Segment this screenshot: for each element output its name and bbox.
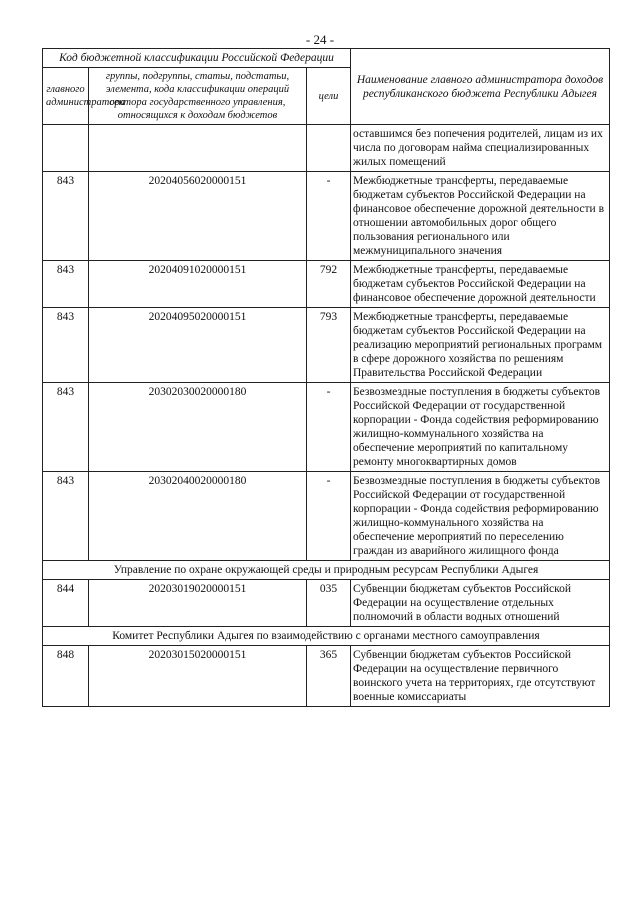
cell-code: 20302040020000180: [89, 472, 307, 561]
table-row: [43, 172, 610, 261]
cell-name: Межбюджетные трансферты, передаваемые бюджетам субъектов Российской Федерации на финансовое обеспечение дорожной деятельности в отношении автомобильных дорог общего пользования регионального или межмуниципального значения: [351, 172, 610, 261]
cell-code: 20203015020000151: [89, 646, 307, 707]
section-title: Управление по охране окружающей среды и природным ресурсам Республики Адыгея: [43, 561, 610, 580]
header-col-purpose: цели: [307, 68, 351, 125]
cell-purpose: -: [307, 472, 351, 561]
cell-name: Безвозмездные поступления в бюджеты субъектов Российской Федерации от государственной корпорации - Фонда содействия реформированию жилищно-коммунального хозяйства на обеспечение мероприятий по капитальному ремонту многоквартирных домов: [351, 383, 610, 472]
table-row: [43, 261, 610, 308]
cell-admin: 843: [43, 261, 89, 308]
table-row: [43, 308, 610, 383]
cell-admin: 843: [43, 383, 89, 472]
table-row: [43, 646, 610, 707]
table-row: [43, 383, 610, 472]
header-col-name: Наименование главного администратора доходов республиканского бюджета Республики Адыгея: [351, 49, 610, 125]
cell-name: Межбюджетные трансферты, передаваемые бюджетам субъектов Российской Федерации на реализацию мероприятий региональных программ в сфере дорожного хозяйства по решениям Правительства Российской Федерации: [351, 308, 610, 383]
cell-name: оставшимся без попечения родителей, лицам из их числа по договорам найма специализированных жилых помещений: [351, 125, 610, 172]
header-col-admin: главного администратора: [43, 68, 89, 125]
cell-purpose: 365: [307, 646, 351, 707]
cell-code: [89, 125, 307, 172]
header-col-code: группы, подгруппы, статьи, подстатьи, элемента, кода классификации операций сектора государственного управления, относящихся к доходам бюджетов: [89, 68, 307, 125]
cell-purpose: -: [307, 172, 351, 261]
cell-admin: 843: [43, 308, 89, 383]
table-row: [43, 125, 610, 172]
table-row: [43, 580, 610, 627]
budget-classification-table: [42, 48, 610, 707]
cell-name: Субвенции бюджетам субъектов Российской Федерации на осуществление первичного воинского учета на территориях, где отсутствуют военные комиссариаты: [351, 646, 610, 707]
cell-purpose: -: [307, 383, 351, 472]
cell-name: Субвенции бюджетам субъектов Российской Федерации на осуществление отдельных полномочий в области водных отношений: [351, 580, 610, 627]
header-group-title: Код бюджетной классификации Российской Федерации: [43, 49, 351, 68]
cell-code: 20204091020000151: [89, 261, 307, 308]
cell-code: 20204095020000151: [89, 308, 307, 383]
cell-purpose: 793: [307, 308, 351, 383]
cell-purpose: 792: [307, 261, 351, 308]
header-row-group: [43, 49, 610, 68]
cell-name: Безвозмездные поступления в бюджеты субъектов Российской Федерации от государственной корпорации - Фонда содействия реформированию жилищно-коммунального хозяйства на обеспечение мероприятий по переселению граждан из аварийного жилищного фонда: [351, 472, 610, 561]
cell-code: 20302030020000180: [89, 383, 307, 472]
cell-code: 20204056020000151: [89, 172, 307, 261]
cell-purpose: 035: [307, 580, 351, 627]
cell-admin: 848: [43, 646, 89, 707]
cell-admin: 843: [43, 472, 89, 561]
cell-purpose: [307, 125, 351, 172]
table-row: [43, 472, 610, 561]
section-row: [43, 561, 610, 580]
section-title: Комитет Республики Адыгея по взаимодействию с органами местного самоуправления: [43, 627, 610, 646]
page-number: - 24 -: [305, 32, 335, 47]
section-row: [43, 627, 610, 646]
cell-code: 20203019020000151: [89, 580, 307, 627]
cell-admin: [43, 125, 89, 172]
cell-admin: 844: [43, 580, 89, 627]
cell-admin: 843: [43, 172, 89, 261]
table-body: [43, 125, 610, 707]
cell-name: Межбюджетные трансферты, передаваемые бюджетам субъектов Российской Федерации на финансовое обеспечение дорожной деятельности: [351, 261, 610, 308]
